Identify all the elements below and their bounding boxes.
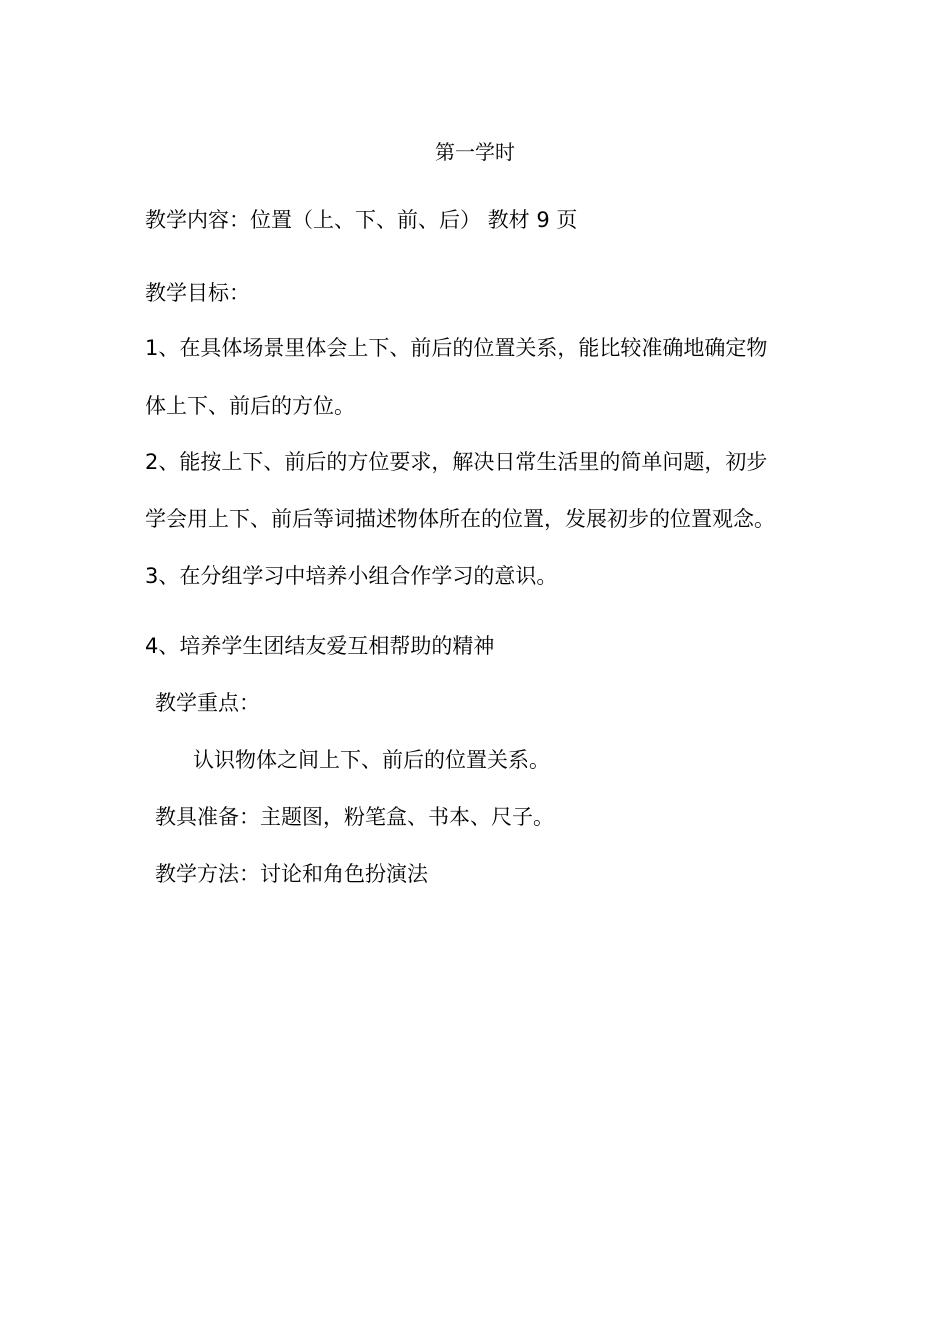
objective-2-line-2: 学会用上下、前后等词描述物体所在的位置，发展初步的位置观念。 <box>145 507 775 531</box>
document-title: 第一学时 <box>435 140 515 164</box>
objective-2-line-1: 2、能按上下、前后的方位要求，解决日常生活里的简单问题，初步 <box>145 450 768 474</box>
objective-1-line-1: 1、在具体场景里体会上下、前后的位置关系，能比较准确地确定物 <box>145 336 768 360</box>
teaching-methods: 教学方法：讨论和角色扮演法 <box>155 862 428 886</box>
teaching-content: 教学内容：位置（上、下、前、后） 教材 9 页 <box>145 208 578 232</box>
objectives-heading: 教学目标： <box>145 281 250 305</box>
objective-1-line-2: 体上下、前后的方位。 <box>145 394 355 418</box>
key-point-heading: 教学重点： <box>155 691 260 715</box>
objective-4: 4、培养学生团结友爱互相帮助的精神 <box>145 634 495 658</box>
teaching-materials: 教具准备：主题图，粉笔盒、书本、尺子。 <box>155 805 554 829</box>
objective-3: 3、在分组学习中培养小组合作学习的意识。 <box>145 564 558 588</box>
key-point-text: 认识物体之间上下、前后的位置关系。 <box>193 748 550 772</box>
